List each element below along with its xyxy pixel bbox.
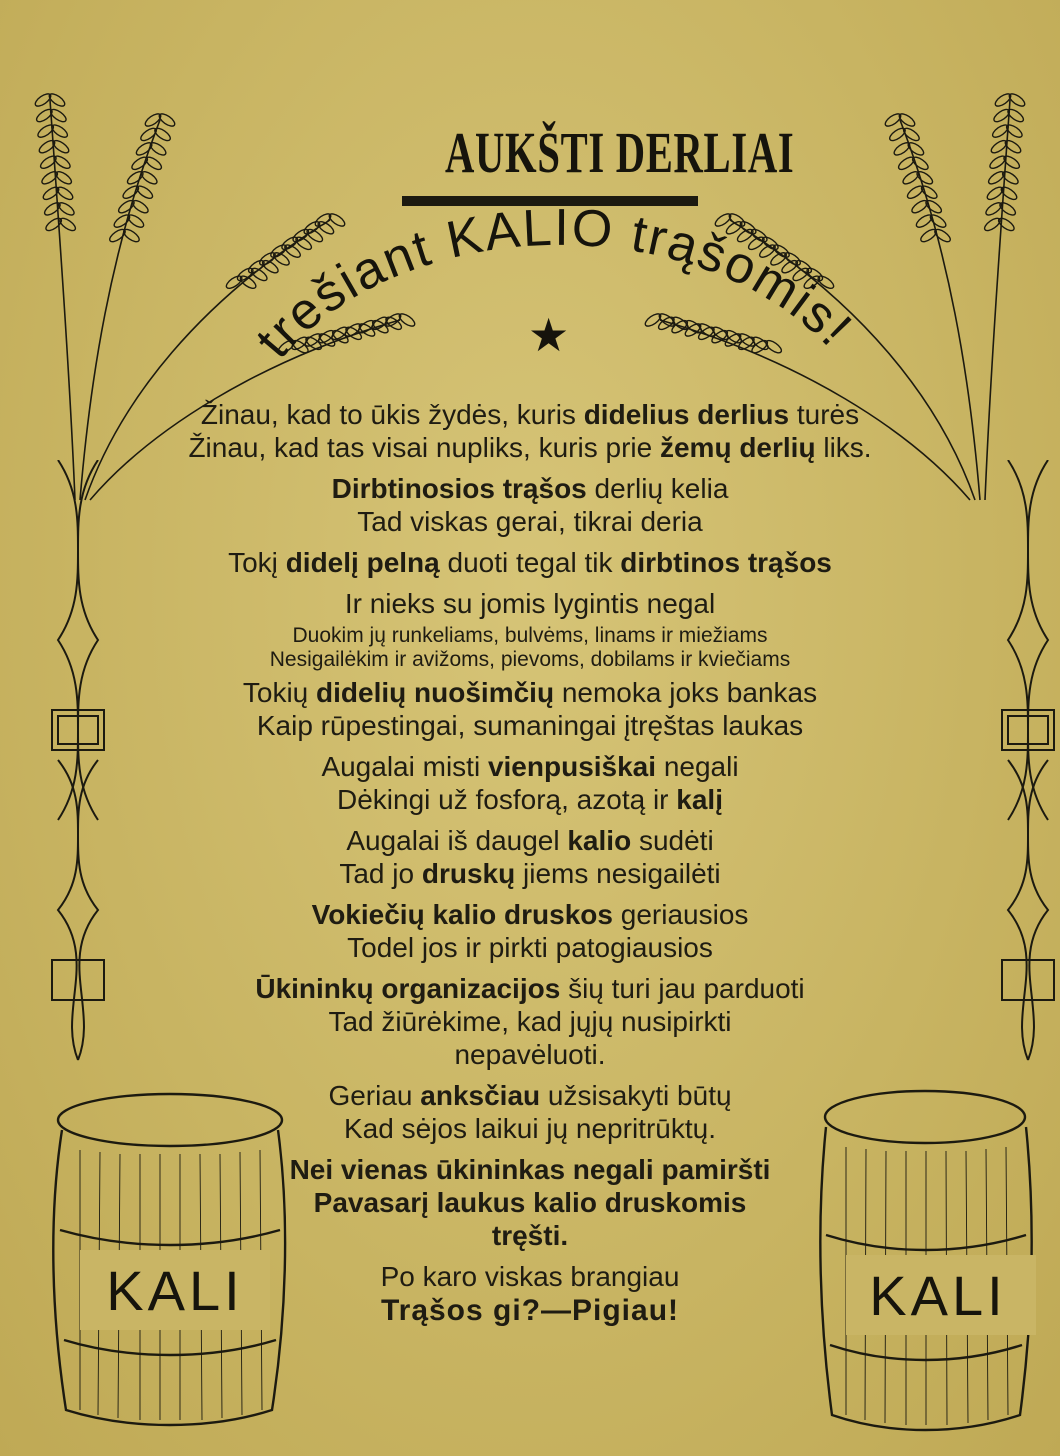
poem-text: Kad sėjos laikui jų nepritrūktų. — [344, 1113, 716, 1144]
poem-line — [140, 972, 920, 1005]
poem-bold-text: kalį — [676, 784, 723, 815]
poem-line — [140, 709, 920, 742]
poem-bold-text: vienpusiškai — [487, 751, 657, 782]
poem-line — [140, 398, 920, 431]
headline: AUKŠTI DERLIAI — [445, 120, 795, 185]
poem-text: šių turi jau parduoti — [560, 973, 805, 1004]
kali-sack-left-icon — [40, 1080, 300, 1430]
poem-text: Po karo viskas brangiau — [380, 1261, 680, 1292]
poem-text: Tad viskas gerai, tikrai deria — [357, 506, 703, 537]
poem-line — [140, 676, 920, 709]
stanza-gap — [140, 742, 920, 750]
poem-line — [140, 824, 920, 857]
poem-text: sudėti — [631, 825, 714, 856]
right-border-ornament-icon — [998, 460, 1058, 1080]
poem-text: Tokį — [228, 547, 286, 578]
poem-text: Žinau, kad tas visai nupliks, kuris prie — [188, 432, 660, 463]
poem-line — [140, 857, 920, 890]
poem-bold-text: didelį pelną — [285, 547, 440, 578]
poem-text: derlių kelia — [586, 473, 729, 504]
poem-bold-text: Vokiečių kalio druskos — [311, 899, 613, 930]
stanza-gap — [140, 964, 920, 972]
poem-line — [140, 783, 920, 816]
poem-text: užsisakyti būtų — [540, 1080, 732, 1111]
poem-text: turės — [789, 399, 860, 430]
poem-text: Tad jo — [339, 858, 422, 889]
poem-line — [140, 750, 920, 783]
poem-bold-text: žemų derlių — [659, 432, 816, 463]
poem-bold-text: didelius derlius — [583, 399, 790, 430]
stanza-gap — [140, 464, 920, 472]
poem-bold-text: Dirbtinosios trąšos — [331, 473, 587, 504]
poem-text: duoti tegal tik — [439, 547, 621, 578]
poem-line — [140, 648, 920, 672]
poem-text: geriausios — [612, 899, 749, 930]
poem-text: Augalai misti — [321, 751, 488, 782]
star-icon: ★ — [528, 309, 570, 361]
poem-line — [140, 546, 920, 579]
poem-text: Ir nieks su jomis lygintis negal — [344, 588, 716, 619]
poem-text: Kaip rūpestingai, sumaningai įtręštas laukas — [256, 710, 804, 741]
poem-text: nepavėluoti. — [454, 1039, 606, 1070]
poem-text: Geriau — [328, 1080, 421, 1111]
kali-sack-right-icon — [810, 1075, 1050, 1435]
poem-line — [140, 931, 920, 964]
sack-label: KALI — [106, 1259, 244, 1322]
poem-text: jiems nesigailėti — [515, 858, 721, 889]
poem-bold-text: didelių nuošimčių — [316, 677, 555, 708]
poem-bold-text: Pavasarį laukus kalio druskomis — [313, 1187, 747, 1218]
poem-bold-text: Nei vienas ūkininkas negali pamiršti — [289, 1154, 771, 1185]
subtitle-text: trešiant KALIO trąšomis! — [244, 198, 864, 369]
poem-bold-text: dirbtinos trąšos — [620, 547, 832, 578]
poem-bold-text: anksčiau — [420, 1080, 541, 1111]
poem-text: Duokim jų runkeliams, bulvėms, linams ir miežiams — [292, 624, 768, 647]
poem-line — [140, 431, 920, 464]
stanza-gap — [140, 1071, 920, 1079]
poem-text: liks. — [815, 432, 872, 463]
poem-line — [140, 505, 920, 538]
stanza-gap — [140, 890, 920, 898]
sack-label: KALI — [869, 1264, 1007, 1327]
left-border-ornament-icon — [48, 460, 108, 1080]
poem-bold-text: tręšti. — [491, 1220, 569, 1251]
poem-text: Nesigailėkim ir avižoms, pievoms, dobilams ir kviečiams — [269, 648, 791, 671]
poem-text: Dėkingi už fosforą, azotą ir — [337, 784, 677, 815]
poem-text: negali — [656, 751, 739, 782]
poem-bold-text: kalio — [567, 825, 632, 856]
poem-line — [140, 1038, 920, 1071]
poem-text: Tad žiūrėkime, kad jųjų nusipirkti — [328, 1006, 732, 1037]
poem-line — [140, 472, 920, 505]
stanza-gap — [140, 816, 920, 824]
stanza-gap — [140, 538, 920, 546]
poem-line — [140, 1005, 920, 1038]
poem-line — [140, 898, 920, 931]
poem-text: Augalai iš daugel — [346, 825, 568, 856]
poem-text: Todel jos ir pirkti patogiausios — [347, 932, 713, 963]
poem-line — [140, 587, 920, 620]
poem-text: Žinau, kad to ūkis žydės, kuris — [200, 399, 584, 430]
poem-text: nemoka joks bankas — [554, 677, 818, 708]
poem-bold-text: Ūkininkų organizacijos — [255, 973, 561, 1004]
poem-bold-text: Trąšos gi?—Pigiau! — [380, 1294, 680, 1327]
poem-bold-text: druskų — [421, 858, 516, 889]
stanza-gap — [140, 579, 920, 587]
poem-text: Tokių — [242, 677, 317, 708]
poem-line — [140, 624, 920, 648]
